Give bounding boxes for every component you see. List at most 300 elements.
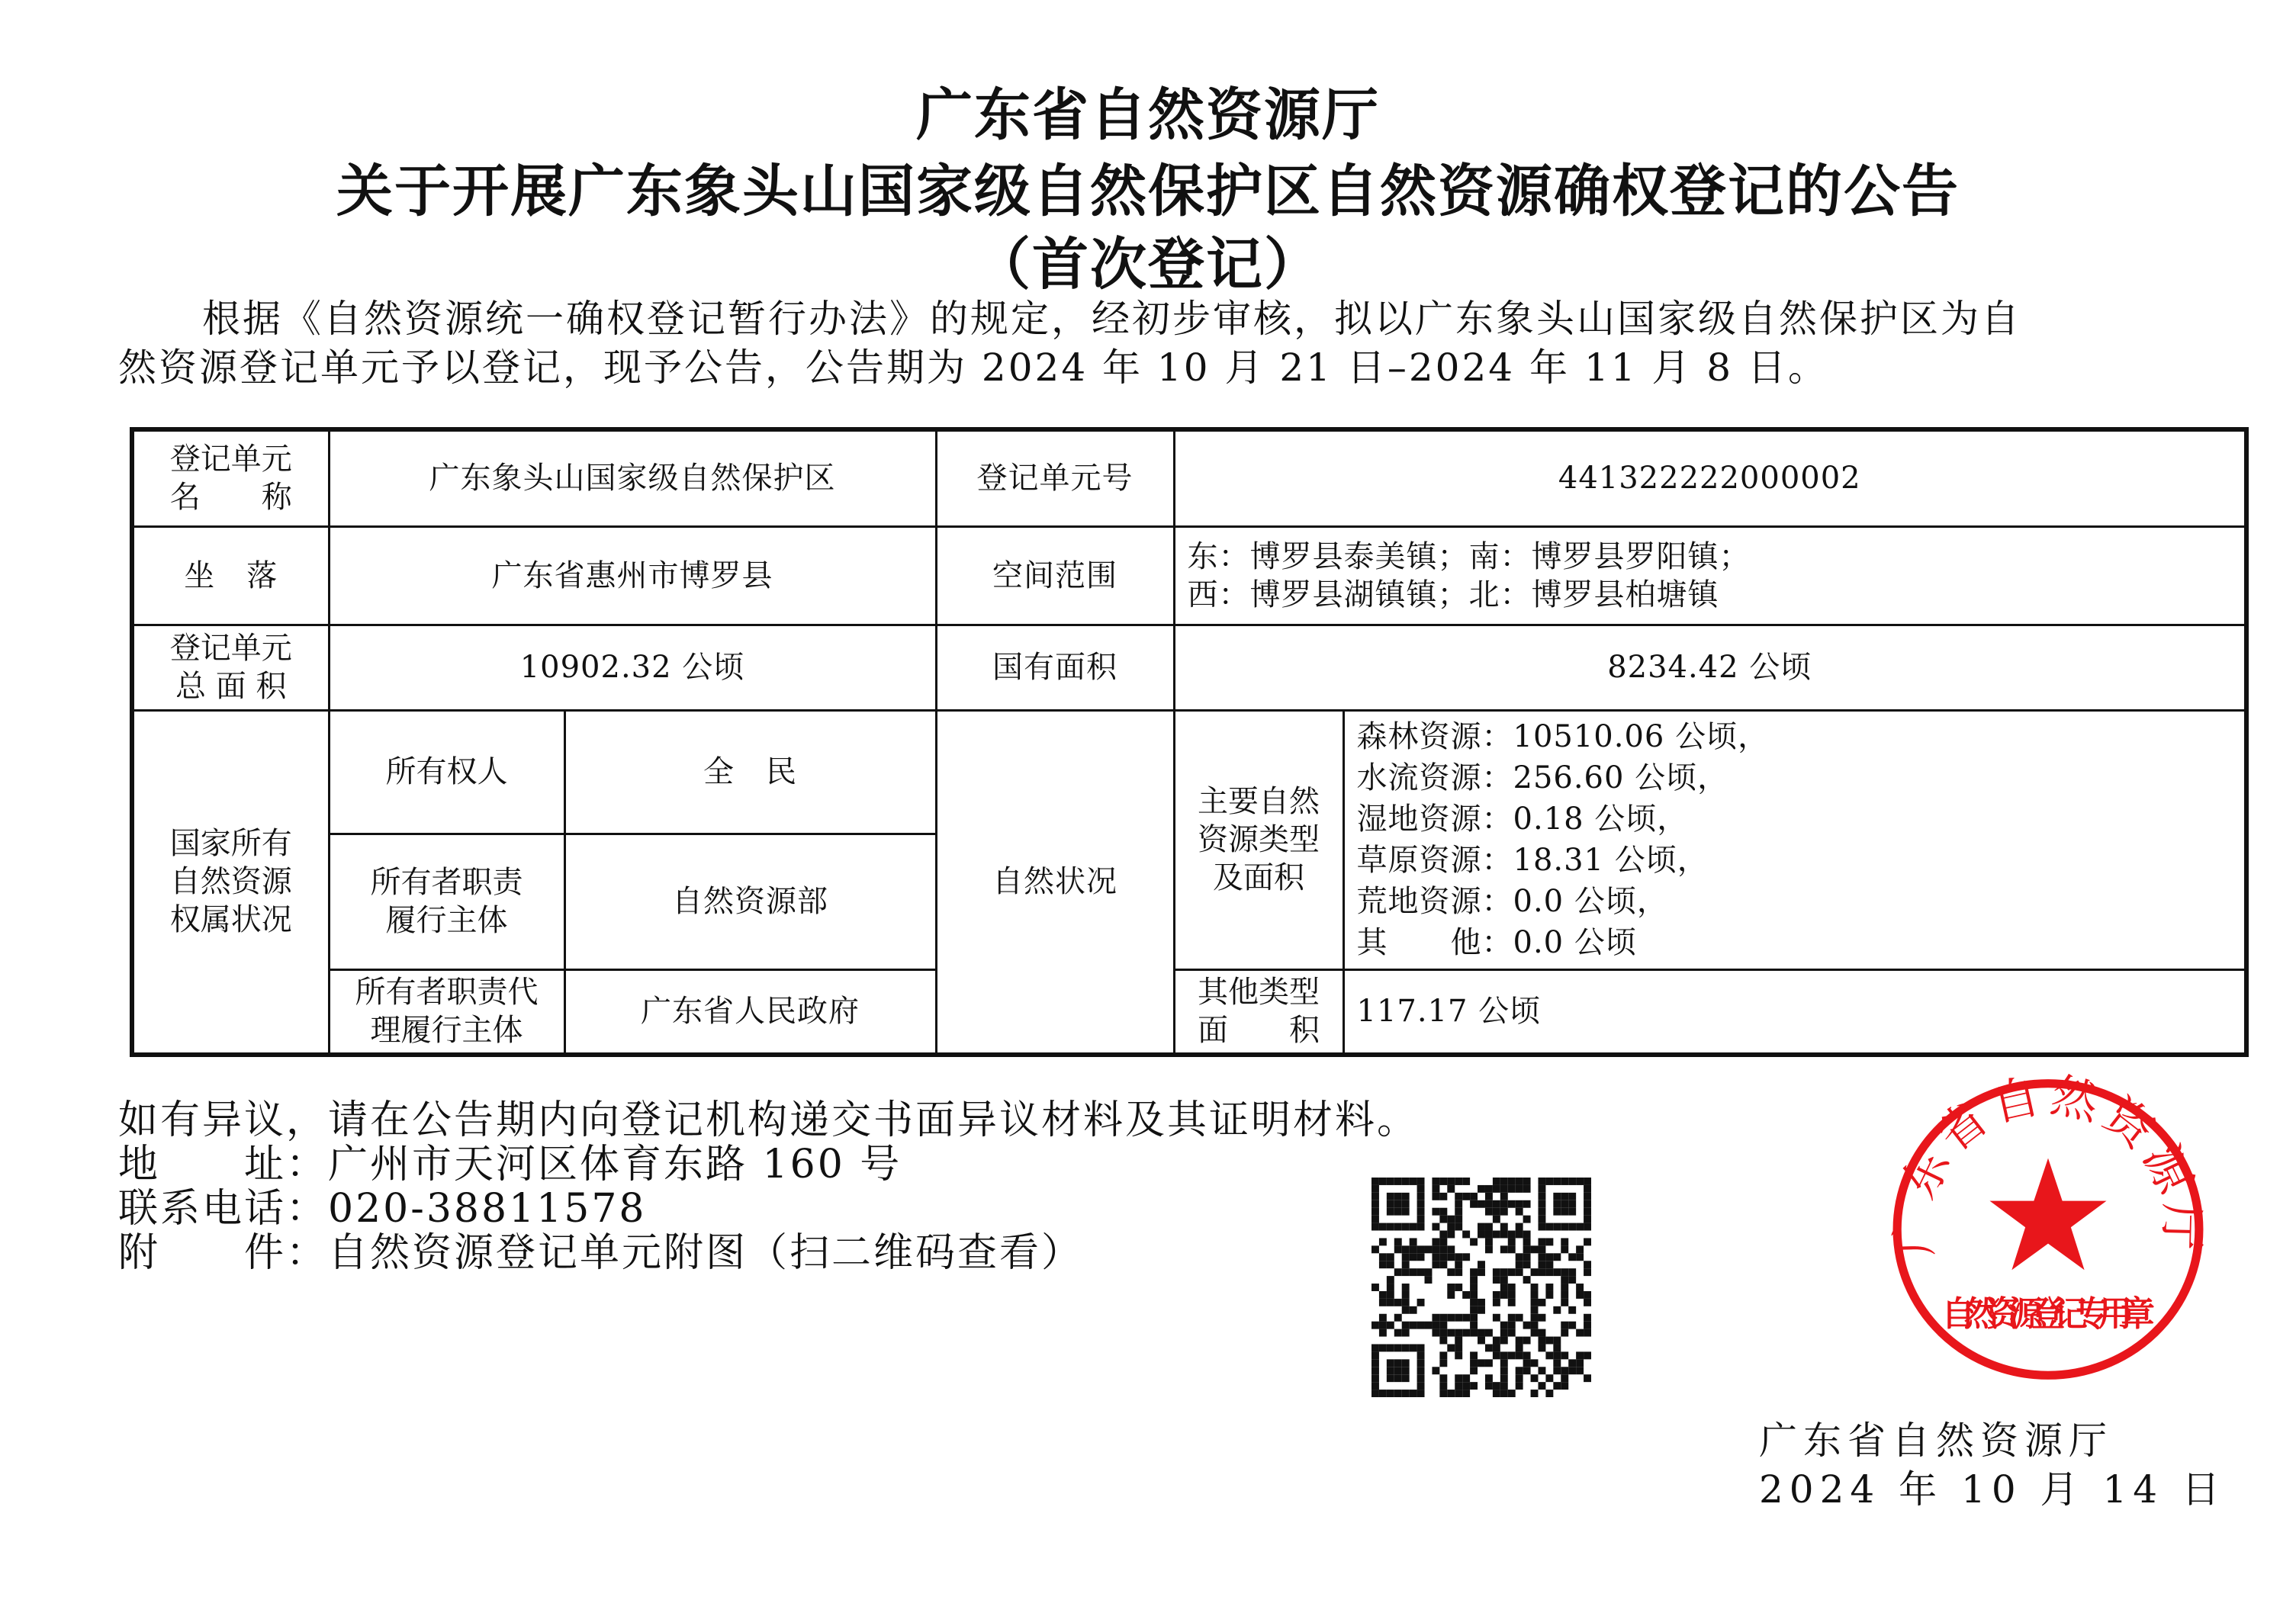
qr-module — [1485, 1359, 1493, 1367]
qr-module — [1500, 1367, 1508, 1374]
qr-module — [1455, 1208, 1462, 1216]
qr-module — [1470, 1351, 1478, 1359]
qr-module — [1584, 1208, 1591, 1216]
qr-module — [1371, 1193, 1379, 1200]
qr-module — [1538, 1329, 1545, 1337]
registration-table — [130, 427, 2249, 1057]
qr-module — [1545, 1253, 1553, 1261]
qr-module — [1493, 1200, 1500, 1208]
qr-module — [1584, 1299, 1591, 1306]
unit-no: 441322222000002 — [1174, 429, 2246, 526]
qr-module — [1410, 1306, 1417, 1314]
qr-module — [1538, 1216, 1545, 1223]
qr-module — [1402, 1299, 1410, 1306]
qr-module — [1478, 1185, 1485, 1193]
resource-item: 荒地资源：0.0 公顷， — [1356, 884, 1668, 919]
qr-module — [1538, 1238, 1545, 1245]
qr-module — [1371, 1178, 1379, 1185]
qr-module — [1584, 1351, 1591, 1359]
qr-module — [1584, 1238, 1591, 1245]
address: 地 址：广州市天河区体育东路 160 号 — [118, 1142, 902, 1187]
qr-module — [1561, 1245, 1568, 1253]
qr-module — [1584, 1314, 1591, 1322]
qr-module — [1538, 1200, 1545, 1208]
qr-module — [1371, 1359, 1379, 1367]
qr-module — [1417, 1382, 1425, 1390]
qr-module — [1508, 1178, 1516, 1185]
qr-module — [1387, 1208, 1394, 1216]
qr-module — [1410, 1322, 1417, 1329]
qr-module — [1508, 1322, 1516, 1329]
qr-module — [1379, 1238, 1387, 1245]
qr-module — [1531, 1322, 1539, 1329]
qr-module — [1561, 1322, 1568, 1329]
qr-module — [1493, 1185, 1500, 1193]
qr-module — [1523, 1200, 1531, 1208]
qr-module — [1447, 1390, 1455, 1397]
qr-module — [1371, 1284, 1379, 1291]
qr-module — [1508, 1268, 1516, 1276]
unit-no-label: 登记单元号 — [936, 429, 1174, 526]
qr-module — [1394, 1390, 1402, 1397]
owner-label: 所有权人 — [329, 710, 564, 834]
qr-module — [1516, 1382, 1523, 1390]
qr-module — [1417, 1200, 1425, 1208]
objection-note: 如有异议，请在公告期内向登记机构递交书面异议材料及其证明材料。 — [118, 1097, 1420, 1143]
qr-module — [1568, 1253, 1576, 1261]
qr-module — [1432, 1367, 1439, 1374]
qr-module — [1538, 1344, 1545, 1351]
qr-module — [1478, 1231, 1485, 1239]
attachment: 附 件：自然资源登记单元附图（扫二维码查看） — [118, 1230, 1084, 1276]
qr-module — [1439, 1322, 1447, 1329]
qr-module — [1523, 1359, 1531, 1367]
qr-module — [1387, 1344, 1394, 1351]
qr-module — [1394, 1367, 1402, 1374]
qr-module — [1516, 1208, 1523, 1216]
qr-module — [1432, 1178, 1439, 1185]
qr-module — [1432, 1185, 1439, 1193]
qr-module — [1387, 1276, 1394, 1284]
qr-module — [1455, 1216, 1462, 1223]
qr-module — [1439, 1216, 1447, 1223]
qr-module — [1447, 1216, 1455, 1223]
intro-paragraph — [118, 294, 2224, 392]
qr-module — [1379, 1329, 1387, 1337]
qr-module — [1508, 1291, 1516, 1299]
qr-module — [1553, 1178, 1561, 1185]
qr-code[interactable] — [1371, 1178, 1592, 1397]
qr-module — [1371, 1185, 1379, 1193]
qr-module — [1561, 1367, 1568, 1374]
range-label: 空间范围 — [936, 526, 1174, 625]
qr-module — [1516, 1337, 1523, 1345]
qr-module — [1462, 1390, 1470, 1397]
total-area-label: 登记单元 总 面 积 — [132, 625, 329, 710]
qr-module — [1561, 1299, 1568, 1306]
qr-module — [1410, 1268, 1417, 1276]
qr-module — [1371, 1382, 1379, 1390]
qr-module — [1531, 1299, 1539, 1306]
qr-module — [1417, 1390, 1425, 1397]
qr-module — [1538, 1382, 1545, 1390]
qr-module — [1387, 1374, 1394, 1382]
qr-module — [1508, 1238, 1516, 1245]
qr-module — [1417, 1359, 1425, 1367]
qr-module — [1462, 1382, 1470, 1390]
qr-module — [1455, 1193, 1462, 1200]
qr-module — [1447, 1231, 1455, 1239]
qr-module — [1508, 1200, 1516, 1208]
qr-module — [1545, 1390, 1553, 1397]
qr-module — [1485, 1231, 1493, 1239]
star-icon — [1989, 1158, 2106, 1271]
qr-module — [1485, 1185, 1493, 1193]
qr-module — [1545, 1291, 1553, 1299]
qr-module — [1568, 1276, 1576, 1284]
agent-label: 所有者职责代 理履行主体 — [329, 969, 564, 1055]
qr-module — [1508, 1390, 1516, 1397]
qr-module — [1462, 1178, 1470, 1185]
qr-module — [1402, 1178, 1410, 1185]
qr-module — [1432, 1223, 1439, 1231]
qr-module — [1568, 1359, 1576, 1367]
qr-module — [1462, 1314, 1470, 1322]
duty: 自然资源部 — [564, 834, 936, 969]
qr-module — [1394, 1223, 1402, 1231]
qr-module — [1387, 1200, 1394, 1208]
qr-module — [1538, 1337, 1545, 1345]
resource-item: 其 他：0.0 公顷 — [1356, 925, 1637, 960]
qr-module — [1425, 1276, 1433, 1284]
qr-module — [1576, 1291, 1584, 1299]
qr-module — [1402, 1359, 1410, 1367]
qr-module — [1439, 1329, 1447, 1337]
qr-module — [1568, 1322, 1576, 1329]
qr-module — [1417, 1253, 1425, 1261]
qr-module — [1576, 1253, 1584, 1261]
qr-module — [1387, 1359, 1394, 1367]
resource-item: 森林资源：10510.06 公顷， — [1356, 719, 1770, 754]
qr-module — [1425, 1322, 1433, 1329]
qr-module — [1523, 1351, 1531, 1359]
qr-module — [1387, 1284, 1394, 1291]
qr-module — [1439, 1314, 1447, 1322]
qr-module — [1447, 1329, 1455, 1337]
qr-module — [1568, 1306, 1576, 1314]
qr-module — [1402, 1208, 1410, 1216]
qr-module — [1402, 1261, 1410, 1268]
qr-module — [1425, 1245, 1433, 1253]
qr-module — [1493, 1268, 1500, 1276]
qr-module — [1455, 1223, 1462, 1231]
qr-module — [1410, 1223, 1417, 1231]
qr-module — [1500, 1178, 1508, 1185]
qr-module — [1500, 1382, 1508, 1390]
qr-module — [1455, 1390, 1462, 1397]
qr-module — [1455, 1253, 1462, 1261]
qr-module — [1410, 1344, 1417, 1351]
resource-item: 草原资源：18.31 公顷， — [1356, 843, 1709, 878]
qr-module — [1584, 1322, 1591, 1329]
qr-module — [1439, 1261, 1447, 1268]
qr-module — [1531, 1291, 1539, 1299]
qr-module — [1439, 1231, 1447, 1239]
qr-module — [1402, 1374, 1410, 1382]
qr-module — [1387, 1223, 1394, 1231]
qr-module — [1493, 1314, 1500, 1322]
qr-module — [1500, 1329, 1508, 1337]
qr-module — [1432, 1322, 1439, 1329]
qr-module — [1417, 1216, 1425, 1223]
qr-module — [1485, 1208, 1493, 1216]
qr-module — [1402, 1253, 1410, 1261]
qr-module — [1584, 1185, 1591, 1193]
qr-module — [1394, 1344, 1402, 1351]
qr-module — [1470, 1291, 1478, 1299]
qr-module — [1508, 1245, 1516, 1253]
qr-module — [1568, 1367, 1576, 1374]
qr-module — [1439, 1390, 1447, 1397]
qr-module — [1584, 1216, 1591, 1223]
qr-module — [1379, 1223, 1387, 1231]
unit-name-label: 登记单元 名 称 — [132, 429, 329, 526]
qr-module — [1379, 1322, 1387, 1329]
ownership-label: 国家所有 自然资源 权属状况 — [132, 710, 329, 1055]
qr-module — [1561, 1382, 1568, 1390]
qr-module — [1516, 1367, 1523, 1374]
qr-module — [1485, 1245, 1493, 1253]
qr-module — [1576, 1245, 1584, 1253]
qr-module — [1439, 1178, 1447, 1185]
qr-module — [1478, 1359, 1485, 1367]
qr-module — [1439, 1382, 1447, 1390]
qr-module — [1493, 1299, 1500, 1306]
state-area: 8234.42 公顷 — [1174, 625, 2246, 710]
qr-module — [1538, 1299, 1545, 1306]
qr-module — [1439, 1238, 1447, 1245]
qr-module — [1394, 1200, 1402, 1208]
qr-module — [1371, 1351, 1379, 1359]
qr-module — [1516, 1253, 1523, 1261]
qr-module — [1379, 1344, 1387, 1351]
qr-module — [1538, 1185, 1545, 1193]
qr-module — [1439, 1193, 1447, 1200]
official-seal — [1884, 1069, 2212, 1390]
duty-label: 所有者职责 履行主体 — [329, 834, 564, 969]
qr-module — [1576, 1359, 1584, 1367]
qr-module — [1500, 1291, 1508, 1299]
signature-org: 广东省自然资源厅 — [1759, 1419, 2113, 1463]
qr-module — [1478, 1268, 1485, 1276]
qr-module — [1417, 1223, 1425, 1231]
qr-module — [1478, 1337, 1485, 1345]
qr-module — [1447, 1291, 1455, 1299]
main-resources-label: 主要自然 资源类型 及面积 — [1174, 710, 1343, 969]
qr-module — [1402, 1200, 1410, 1208]
qr-module — [1568, 1178, 1576, 1185]
qr-module — [1523, 1253, 1531, 1261]
qr-module — [1417, 1178, 1425, 1185]
qr-module — [1493, 1276, 1500, 1284]
qr-module — [1447, 1245, 1455, 1253]
qr-module — [1508, 1314, 1516, 1322]
qr-module — [1402, 1291, 1410, 1299]
qr-module — [1584, 1193, 1591, 1200]
qr-module — [1387, 1193, 1394, 1200]
qr-module — [1462, 1193, 1470, 1200]
qr-module — [1500, 1322, 1508, 1329]
qr-module — [1516, 1351, 1523, 1359]
qr-module — [1500, 1223, 1508, 1231]
qr-module — [1417, 1344, 1425, 1351]
qr-module — [1584, 1268, 1591, 1276]
qr-module — [1371, 1344, 1379, 1351]
qr-module — [1417, 1367, 1425, 1374]
qr-module — [1523, 1261, 1531, 1268]
qr-module — [1439, 1245, 1447, 1253]
qr-module — [1500, 1245, 1508, 1253]
qr-module — [1584, 1291, 1591, 1299]
qr-module — [1455, 1382, 1462, 1390]
seal-subtext: 自然资源登记专用章 — [1941, 1293, 2155, 1334]
qr-module — [1561, 1374, 1568, 1382]
qr-module — [1402, 1245, 1410, 1253]
qr-module — [1394, 1245, 1402, 1253]
qr-module — [1432, 1238, 1439, 1245]
qr-module — [1455, 1374, 1462, 1382]
owner: 全 民 — [564, 710, 936, 834]
qr-module — [1561, 1193, 1568, 1200]
qr-module — [1387, 1390, 1394, 1397]
qr-module — [1455, 1344, 1462, 1351]
qr-module — [1394, 1178, 1402, 1185]
qr-module — [1568, 1208, 1576, 1216]
qr-module — [1553, 1337, 1561, 1345]
qr-module — [1478, 1306, 1485, 1314]
qr-module — [1493, 1382, 1500, 1390]
qr-module — [1584, 1200, 1591, 1208]
qr-module — [1531, 1390, 1539, 1397]
qr-module — [1447, 1284, 1455, 1291]
qr-module — [1478, 1329, 1485, 1337]
qr-module — [1417, 1193, 1425, 1200]
qr-module — [1516, 1314, 1523, 1322]
qr-module — [1508, 1185, 1516, 1193]
qr-module — [1371, 1208, 1379, 1216]
qr-module — [1500, 1359, 1508, 1367]
intro-line2: 然资源登记单元予以登记，现予公告，公告期为 2024 年 10 月 21 日–2024 年 11 月 8 日。 — [118, 345, 1829, 390]
qr-module — [1425, 1268, 1433, 1276]
qr-module — [1553, 1351, 1561, 1359]
qr-module — [1371, 1223, 1379, 1231]
qr-module — [1402, 1344, 1410, 1351]
qr-module — [1379, 1178, 1387, 1185]
qr-module — [1553, 1200, 1561, 1208]
qr-module — [1478, 1223, 1485, 1231]
qr-module — [1538, 1245, 1545, 1253]
qr-module — [1379, 1253, 1387, 1261]
qr-module — [1576, 1351, 1584, 1359]
qr-module — [1553, 1306, 1561, 1314]
qr-module — [1493, 1178, 1500, 1185]
qr-module — [1394, 1208, 1402, 1216]
resource-item: 水流资源：256.60 公顷， — [1356, 760, 1729, 795]
qr-module — [1493, 1291, 1500, 1299]
qr-module — [1516, 1231, 1523, 1239]
qr-module — [1545, 1178, 1553, 1185]
qr-module — [1531, 1329, 1539, 1337]
qr-module — [1516, 1223, 1523, 1231]
qr-module — [1394, 1374, 1402, 1382]
qr-module — [1470, 1329, 1478, 1337]
qr-module — [1538, 1268, 1545, 1276]
qr-module — [1470, 1306, 1478, 1314]
qr-module — [1516, 1374, 1523, 1382]
qr-module — [1402, 1306, 1410, 1314]
qr-module — [1516, 1268, 1523, 1276]
resources-list — [1343, 710, 2246, 969]
qr-module — [1455, 1337, 1462, 1345]
qr-module — [1470, 1193, 1478, 1200]
qr-module — [1417, 1208, 1425, 1216]
qr-module — [1387, 1291, 1394, 1299]
qr-module — [1493, 1208, 1500, 1216]
qr-module — [1553, 1268, 1561, 1276]
qr-module — [1553, 1223, 1561, 1231]
qr-module — [1523, 1245, 1531, 1253]
qr-module — [1508, 1299, 1516, 1306]
qr-module — [1538, 1178, 1545, 1185]
qr-module — [1485, 1382, 1493, 1390]
qr-module — [1447, 1178, 1455, 1185]
qr-module — [1410, 1253, 1417, 1261]
qr-module — [1584, 1329, 1591, 1337]
qr-module — [1508, 1284, 1516, 1291]
qr-module — [1493, 1337, 1500, 1345]
qr-module — [1485, 1238, 1493, 1245]
qr-module — [1394, 1359, 1402, 1367]
qr-module — [1561, 1200, 1568, 1208]
qr-module — [1371, 1367, 1379, 1374]
qr-module — [1455, 1314, 1462, 1322]
qr-module — [1402, 1284, 1410, 1291]
qr-module — [1516, 1185, 1523, 1193]
qr-module — [1485, 1374, 1493, 1382]
qr-module — [1485, 1193, 1493, 1200]
qr-module — [1379, 1390, 1387, 1397]
phone: 联系电话：020-38811578 — [118, 1186, 647, 1232]
qr-module — [1523, 1337, 1531, 1345]
qr-module — [1478, 1200, 1485, 1208]
qr-module — [1455, 1200, 1462, 1208]
intro-line1: 根据《自然资源统一确权登记暂行办法》的规定，经初步审核，拟以广东象头山国家级自然保护区为自 — [202, 297, 2021, 341]
qr-module — [1523, 1322, 1531, 1329]
qr-module — [1545, 1284, 1553, 1291]
qr-module — [1402, 1268, 1410, 1276]
qr-module — [1561, 1291, 1568, 1299]
qr-module — [1455, 1351, 1462, 1359]
qr-module — [1576, 1367, 1584, 1374]
total-area: 10902.32 公顷 — [329, 625, 936, 710]
qr-module — [1470, 1284, 1478, 1291]
qr-module — [1371, 1390, 1379, 1397]
qr-module — [1402, 1322, 1410, 1329]
range: 东：博罗县泰美镇；南：博罗县罗阳镇； 西：博罗县湖镇镇；北：博罗县柏塘镇 — [1174, 526, 2246, 625]
qr-module — [1500, 1374, 1508, 1382]
qr-module — [1576, 1284, 1584, 1291]
qr-module — [1387, 1299, 1394, 1306]
